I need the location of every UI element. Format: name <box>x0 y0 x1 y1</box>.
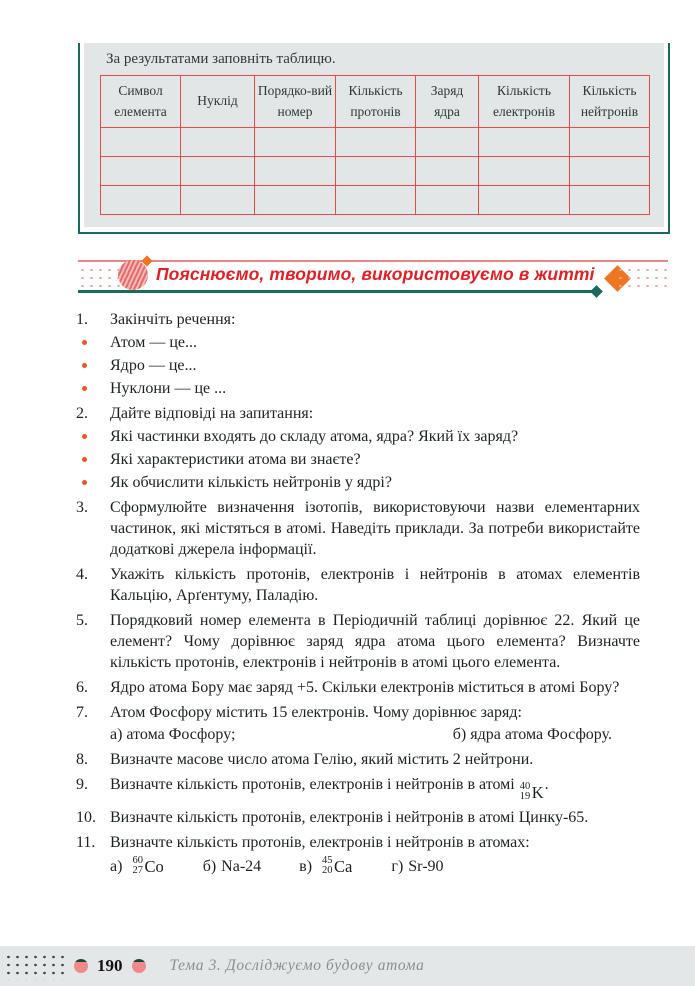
col-header-ordinal: Порядко-вий номер <box>255 76 336 128</box>
element-symbol: Co <box>144 856 164 876</box>
exercise-number: 6. <box>76 679 88 696</box>
exercise-options <box>110 856 640 877</box>
footer-dots-pattern <box>4 953 64 980</box>
exercise-text: Дайте відповіді на запитання: <box>110 405 314 422</box>
exercise-list <box>76 309 640 877</box>
bullet-text: Ядро — це... <box>110 357 197 374</box>
fill-in-table <box>100 75 650 215</box>
table-instruction: За результатами заповніть таблицю. <box>106 51 336 67</box>
exercise-10 <box>76 807 640 828</box>
exercise-options <box>110 724 640 745</box>
bullet-text: Атом — це... <box>110 334 198 351</box>
bullet-item <box>76 355 640 376</box>
element-symbol: K <box>531 782 544 802</box>
exercise-text: Порядковий номер елемента в Періодичній таблиці дорівнює 22. Який це елемент? Чому дорівнює заряд ядра атома цього елемента? Визначте кількість протонів, електронів і нейтронів в атомі цього елемента. <box>110 612 640 671</box>
bullet-text: Як обчислити кількість нейтронів у ядрі? <box>110 474 392 491</box>
isotope-text: Sr-90 <box>408 857 444 875</box>
option-g: г) Sr-90 <box>391 857 444 875</box>
exercise-number: 4. <box>76 566 88 583</box>
section-title: Пояснюємо, творимо, використовуємо в житті <box>156 264 595 284</box>
exercise-6 <box>76 677 640 698</box>
table-header-row <box>101 76 650 128</box>
col-header-neutrons: Кількість нейтронів <box>570 76 650 128</box>
exercise-number: 5. <box>76 612 88 629</box>
col-header-charge: Заряд ядра <box>416 76 479 128</box>
exercise-text: Визначте кількість протонів, електронів і нейтронів в атомах: <box>110 833 530 851</box>
col-header-protons: Кількість протонів <box>336 76 416 128</box>
bullet-dot-icon <box>82 340 87 345</box>
exercise-number: 1. <box>76 311 88 328</box>
section-banner <box>78 257 668 299</box>
atomic-number: 19 <box>519 791 531 802</box>
exercise-5 <box>76 610 640 673</box>
isotope-text: Na-24 <box>221 857 262 875</box>
page-number: 190 <box>97 956 123 975</box>
exercise-number: 11. <box>76 833 96 851</box>
exercise-8 <box>76 749 640 770</box>
exercise-number: 8. <box>76 751 88 768</box>
page-footer <box>0 946 695 986</box>
exercise-4 <box>76 564 640 606</box>
bullet-item <box>76 426 640 447</box>
exercise-9 <box>76 774 640 803</box>
element-symbol: Ca <box>334 856 353 876</box>
table-exercise-box <box>78 43 670 234</box>
atomic-number: 27 <box>132 865 143 876</box>
exercise-7 <box>76 702 640 745</box>
bullet-item <box>76 378 640 399</box>
option-b: б) Na-24 <box>202 857 262 875</box>
option-a: а) атома Фосфору; <box>110 726 236 743</box>
bullet-dot-icon <box>82 457 87 462</box>
mass-number: 60 <box>132 855 143 866</box>
bullet-dot-icon <box>82 363 87 368</box>
col-header-electrons: Кількість електронів <box>479 76 570 128</box>
option-b: б) ядра атома Фосфору. <box>452 726 612 743</box>
exercise-text-after: . <box>544 776 549 793</box>
bullet-dot-icon <box>82 480 87 485</box>
exercise-number: 10. <box>76 808 96 826</box>
page-marker-circle-icon <box>74 959 88 973</box>
exercise-11 <box>76 832 640 877</box>
exercise-text: Ядро атома Бору має заряд +5. Скільки електронів міститься в атомі Бору? <box>110 679 620 696</box>
bullet-item <box>76 332 640 353</box>
nuclide-notation-Ca45 <box>322 856 352 877</box>
nuclide-notation-K40 <box>520 782 544 803</box>
green-diamond-icon <box>590 285 603 298</box>
exercise-text: Сформулюйте визначення ізотопів, використовуючи назви елементарних частинок, які містяться в атомі. Наведіть приклади. За потреби використайте додаткові джерела інформації. <box>110 499 640 558</box>
bullet-dot-icon <box>82 434 87 439</box>
exercise-text: Укажіть кількість протонів, електронів і нейтронів в атомах елементів Кальцію, Арґентуму, Паладію. <box>110 566 640 604</box>
exercise-2 <box>76 403 640 424</box>
mass-number: 40 <box>519 781 531 792</box>
banner-top-line <box>78 260 668 262</box>
striped-circle-icon <box>118 260 148 290</box>
exercise-text: Визначте кількість протонів, електронів і нейтронів в атомі Цинку-65. <box>110 808 589 826</box>
bullet-item <box>76 472 640 493</box>
col-header-nuclide: Нуклід <box>181 76 255 128</box>
atomic-number: 20 <box>322 865 333 876</box>
table-exercise-box-inner <box>84 43 664 227</box>
table-row <box>101 157 650 186</box>
option-v: в) 45 20 Ca <box>299 855 353 876</box>
table-row <box>101 186 650 215</box>
banner-green-underline <box>78 290 598 293</box>
option-a: а) 60 27 Co <box>110 855 164 876</box>
bullet-text: Які частинки входять до складу атома, ядра? Який їх заряд? <box>110 428 519 445</box>
col-header-symbol: Символ елемента <box>101 76 181 128</box>
bullet-text: Нуклони — це ... <box>110 380 227 397</box>
exercise-text: Визначте масове число атома Гелію, який містить 2 нейтрони. <box>110 751 534 768</box>
banner-dots-right <box>616 266 668 291</box>
nuclide-notation-Co60 <box>132 856 163 877</box>
exercise-number: 7. <box>76 704 88 721</box>
exercise-3 <box>76 497 640 560</box>
exercise-number: 9. <box>76 776 88 793</box>
exercise-number: 3. <box>76 499 88 516</box>
chapter-title: Тема 3. Досліджуємо будову атома <box>169 957 425 974</box>
exercise-text: Закінчіть речення: <box>110 311 236 328</box>
exercise-text: Визначте кількість протонів, електронів і нейтронів в атомі <box>110 776 515 793</box>
exercise-1 <box>76 309 640 330</box>
banner-dots-left <box>78 266 120 291</box>
mass-number: 45 <box>322 855 333 866</box>
bullet-dot-icon <box>82 386 87 391</box>
bullet-text: Які характеристики атома ви знаєте? <box>110 451 361 468</box>
exercise-number: 2. <box>76 405 88 422</box>
bullet-item <box>76 449 640 470</box>
exercise-text: Атом Фосфору містить 15 електронів. Чому дорівнює заряд: <box>110 704 522 721</box>
page-marker-circle-icon <box>132 959 146 973</box>
table-row <box>101 128 650 157</box>
